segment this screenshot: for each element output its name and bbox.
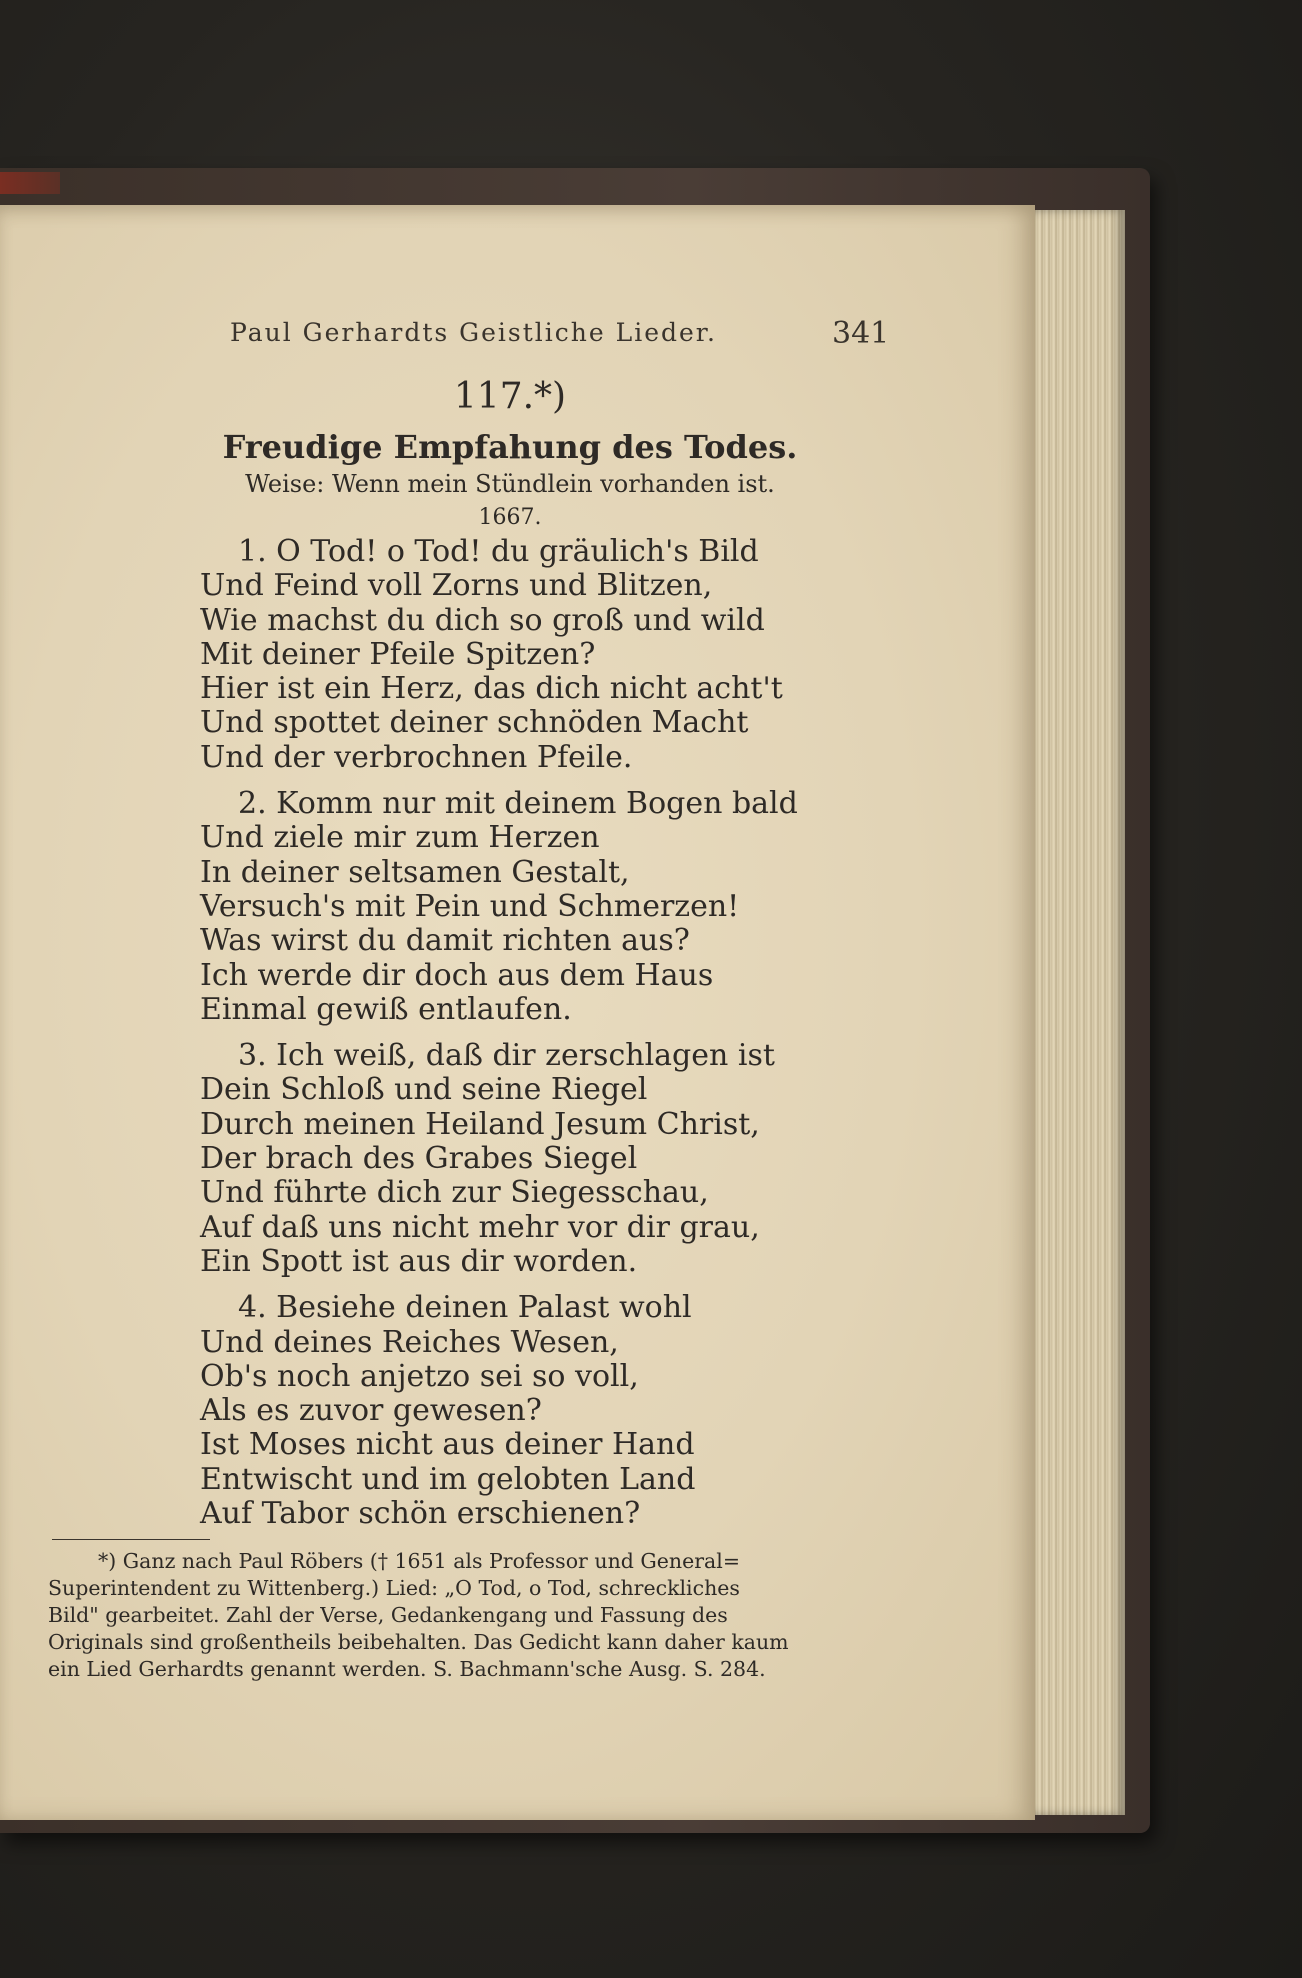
hymn-number: 117.*)	[453, 376, 567, 417]
verse-line: Und spottet deiner schnöden Macht	[200, 705, 749, 741]
verse-line: Und der verbrochnen Pfeile.	[200, 739, 633, 775]
verse-line: Und deines Reiches Wesen,	[200, 1324, 619, 1360]
verse-line: In deiner seltsamen Gestalt,	[200, 854, 630, 890]
hymn-verses	[200, 535, 840, 1543]
verse-line: 4. Besiehe deinen Palast wohl	[238, 1290, 692, 1326]
footnote	[48, 1548, 878, 1683]
verse-line: Einmal gewiß entlaufen.	[200, 991, 572, 1027]
verse-line: Was wirst du damit richten aus?	[200, 923, 690, 959]
verse-line: 1. O Tod! o Tod! du gräulich's Bild	[238, 534, 759, 569]
verse-line: Durch meinen Heiland Jesum Christ,	[200, 1106, 760, 1142]
verse-line: Dein Schloß und seine Riegel	[200, 1072, 648, 1108]
verse-line: Ein Spott ist aus dir worden.	[200, 1243, 638, 1279]
verse-line: Ist Moses nicht aus deiner Hand	[200, 1427, 695, 1463]
hymn-title: Freudige Empfahung des Todes.	[222, 428, 798, 466]
footnote-line: Bild" gearbeitet. Zahl der Verse, Gedankengang und Fassung des	[48, 1603, 728, 1627]
footnote-line: Superintendent zu Wittenberg.) Lied: „O Tod, o Tod, schreckliches	[48, 1576, 740, 1600]
verse-line: Ich werde dir doch aus dem Haus	[200, 957, 714, 993]
year-line: 1667.	[478, 505, 542, 530]
page-edges	[1030, 210, 1125, 1815]
verse-line: Und Feind voll Zorns und Blitzen,	[200, 568, 713, 604]
verse-line: Mit deiner Pfeile Spitzen?	[200, 636, 596, 672]
verse-line: Der brach des Grabes Siegel	[200, 1141, 638, 1177]
melody-line: Weise: Wenn mein Stündlein vorhanden ist.	[245, 470, 775, 498]
verse-line: Als es zuvor gewesen?	[200, 1393, 542, 1429]
cover-edge	[0, 172, 60, 194]
stanza-2	[200, 787, 840, 1027]
footnote-line: ein Lied Gerhardts genannt werden. S. Bachmann'sche Ausg. S. 284.	[48, 1657, 766, 1681]
verse-line: Und führte dich zur Siegesschau,	[200, 1175, 709, 1211]
verse-line: Wie machst du dich so groß und wild	[200, 602, 765, 638]
verse-line: 3. Ich weiß, daß dir zerschlagen ist	[238, 1038, 775, 1074]
verse-line: Ob's noch anjetzo sei so voll,	[200, 1358, 639, 1394]
footnote-line: Originals sind großentheils beibehalten. Das Gedicht kann daher kaum	[48, 1630, 789, 1654]
stanza-4	[200, 1291, 840, 1531]
verse-line: Auf Tabor schön erschienen?	[200, 1496, 641, 1532]
page-number: 341	[832, 316, 890, 351]
running-header: Paul Gerhardts Geistliche Lieder.	[230, 318, 717, 347]
footnote-line: *) Ganz nach Paul Röbers († 1651 als Professor und General=	[98, 1549, 741, 1573]
verse-line: Auf daß uns nicht mehr vor dir grau,	[200, 1209, 760, 1245]
stanza-3	[200, 1039, 840, 1279]
footnote-divider	[52, 1539, 210, 1540]
verse-line: Versuch's mit Pein und Schmerzen!	[200, 888, 740, 924]
verse-line: Entwischt und im gelobten Land	[200, 1461, 696, 1497]
verse-line: Hier ist ein Herz, das dich nicht acht't	[200, 671, 783, 707]
verse-line: Und ziele mir zum Herzen	[200, 820, 600, 856]
verse-line: 2. Komm nur mit deinem Bogen bald	[238, 786, 798, 822]
stanza-1	[200, 535, 840, 775]
